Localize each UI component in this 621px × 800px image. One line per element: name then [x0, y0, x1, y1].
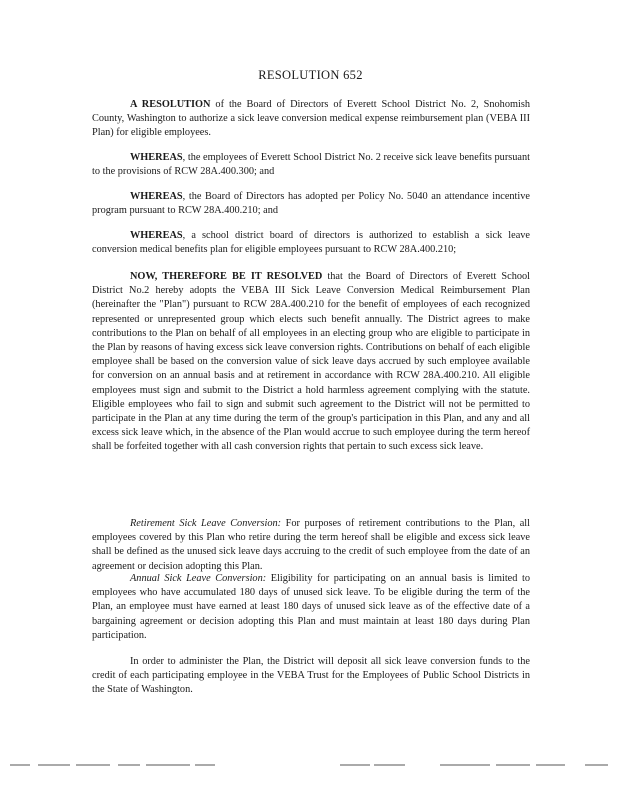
- paragraph-lead: A RESOLUTION: [130, 99, 211, 110]
- paragraph-now-therefore: [92, 270, 530, 455]
- paragraph-text: , a school district board of directors is authorized to establish a sick leave conversion medical benefits plan for eligible employees pursuant to RCW 28A.400.210;: [92, 230, 530, 256]
- paragraph-lead: Annual Sick Leave Conversion:: [130, 573, 267, 584]
- paragraph-lead: NOW, THEREFORE BE IT RESOLVED: [130, 271, 323, 282]
- paragraph-retirement-conversion: [92, 517, 530, 574]
- paragraph-administer-plan: [92, 655, 530, 698]
- paragraph-text: , the employees of Everett School District No. 2 receive sick leave benefits pursuant to the provisions of RCW 28A.400.300; and: [92, 152, 530, 178]
- paragraph-whereas-policy: [92, 190, 530, 218]
- paragraph-lead: WHEREAS: [130, 191, 183, 202]
- paragraph-lead: WHEREAS: [130, 152, 183, 163]
- paragraph-resolution-intro: [92, 98, 530, 141]
- paragraph-lead: WHEREAS: [130, 230, 183, 241]
- paragraph-lead: Retirement Sick Leave Conversion:: [130, 518, 282, 529]
- resolution-title: RESOLUTION 652: [258, 68, 363, 82]
- paragraph-whereas-sick-leave: [92, 151, 530, 179]
- paragraph-text: , the Board of Directors has adopted per Policy No. 5040 an attendance incentive program pursuant to RCW 28A.400.210; and: [92, 191, 530, 217]
- paragraph-text: In order to administer the Plan, the District will deposit all sick leave conversion funds to the credit of each participating employee in the VEBA Trust for the Employees of Public School Districts in the State of Washington.: [92, 656, 530, 696]
- paragraph-text: of the Board of Directors of Everett School District No. 2, Snohomish County, Washington to authorize a sick leave conversion medical expense reimbursement plan (VEBA III Plan) for eligible employees.: [92, 99, 531, 139]
- paragraph-annual-conversion: [92, 572, 530, 643]
- paragraph-text: that the Board of Directors of Everett School District No.2 hereby adopts the VEBA III Sick Leave Conversion Medical Reimbursement Plan (hereinafter the "Plan") pursuant to RCW 28A.400.210 for the benefit of employees of each recognized represented or unrepresented group which elects such benefit annually. The District agrees to make contributions to the Plan on behalf of all employees in an electing group who are eligible to participate in the Plan by reasons of having excess sick leave conversion rights. Contributions on behalf of each eligible employee shall be based on the conversion value of sick leave days accrued by such employee available for conversion on an annual basis and at retirement in accordance with RCW 28A.400.210. All eligible employees must sign and submit to the District a hold harmless agreement complying with the statute. Eligible employees who fail to sign and submit such agreement to the District will not be permitted to participate in the Plan at any time during the term of the group's participation in this Plan, and any and all excess sick leave which, in the absence of the Plan would accrue to such employee during the term hereof shall be forfeited together with all cash conversion rights that pertain to such excess sick leave.: [92, 271, 531, 453]
- scan-artifact-footer: [10, 762, 610, 768]
- paragraph-text: Eligibility for participating on an annual basis is limited to employees who have accumulated 180 days of unused sick leave. To be eligible during the term of the Plan, an employee must have earned at least 180 days of unused sick leave as of the effective date of a bargaining agreement or decision adopting this Plan and must maintain at least 180 days during Plan participation.: [92, 573, 531, 641]
- paragraph-whereas-authorized: [92, 229, 530, 257]
- paragraph-text: For purposes of retirement contributions to the Plan, all employees covered by this Plan who retire during the term hereof shall be eligible and excess sick leave shall be defined as the unused sick leave days accruing to the credit of such employee from the date of an agreement or decision adopting this Plan.: [92, 518, 530, 572]
